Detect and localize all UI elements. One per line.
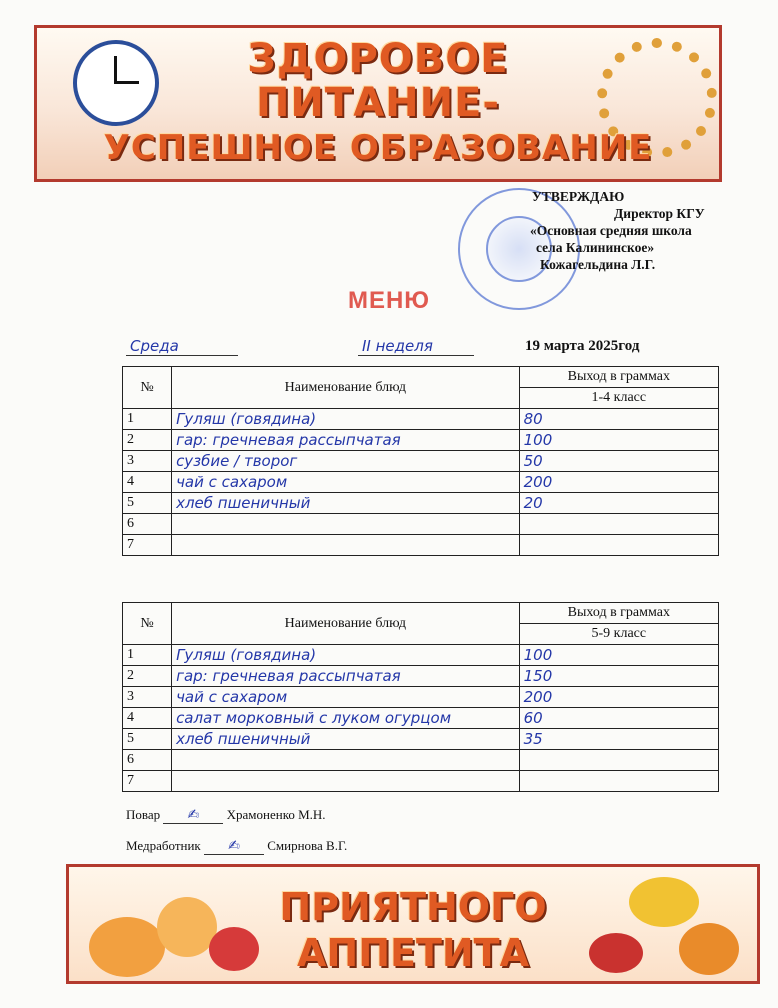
header-banner (34, 25, 722, 182)
table-row (123, 729, 719, 750)
banner-line-2: ПИТАНИЕ- (255, 80, 501, 126)
row-num: 2 (123, 666, 172, 687)
row-dish: гар: гречневая рассыпчатая (172, 430, 520, 451)
row-num: 2 (123, 430, 172, 451)
table-row (123, 514, 719, 535)
row-dish: Гуляш (говядина) (172, 409, 520, 430)
row-num: 4 (123, 472, 172, 493)
cook-label: Повар (126, 807, 161, 822)
row-grams: 200 (519, 687, 718, 708)
row-grams (519, 771, 718, 792)
row-dish (172, 750, 520, 771)
col-output-header: Выход в граммах (519, 367, 718, 388)
approval-line-4: села Калининское» (536, 240, 655, 255)
row-num: 3 (123, 687, 172, 708)
med-signature-line (126, 838, 347, 855)
week-field: II неделя (358, 337, 474, 356)
row-dish (172, 771, 520, 792)
row-num: 5 (123, 729, 172, 750)
approval-line-3: «Основная средняя школа (530, 223, 692, 238)
table-row (123, 535, 719, 556)
menu-table-1 (122, 366, 719, 556)
class-header: 5-9 класс (519, 624, 718, 645)
row-dish: салат морковный с луком огурцом (172, 708, 520, 729)
footer-banner (66, 864, 760, 984)
row-dish: сузбие / творог (172, 451, 520, 472)
row-dish: хлеб пшеничный (172, 493, 520, 514)
menu-table-2 (122, 602, 719, 792)
footer-line-1: ПРИЯТНОГО (279, 885, 547, 929)
class-header: 1-4 класс (519, 388, 718, 409)
row-num: 6 (123, 514, 172, 535)
row-num: 6 (123, 750, 172, 771)
table-row (123, 409, 719, 430)
row-grams: 200 (519, 472, 718, 493)
col-dish-header: Наименование блюд (172, 367, 520, 409)
row-num: 1 (123, 409, 172, 430)
table-row (123, 645, 719, 666)
approval-line-2: Директор КГУ (614, 206, 705, 221)
signature-icon: ✍ (204, 838, 264, 855)
day-field: Среда (126, 337, 238, 356)
cook-signature-line (126, 807, 326, 824)
med-label: Медработник (126, 838, 201, 853)
page-title: МЕНЮ (347, 287, 431, 314)
signature-icon: ✍ (163, 807, 223, 824)
date-field: 19 марта 2025год (525, 338, 640, 354)
col-num-header: № (123, 603, 172, 645)
med-name: Смирнова В.Г. (267, 838, 348, 853)
row-grams: 100 (519, 645, 718, 666)
row-num: 3 (123, 451, 172, 472)
table-row (123, 687, 719, 708)
row-num: 4 (123, 708, 172, 729)
col-output-header: Выход в граммах (519, 603, 718, 624)
cook-name: Храмоненко М.Н. (226, 807, 326, 822)
table-row (123, 493, 719, 514)
row-dish: Гуляш (говядина) (172, 645, 520, 666)
row-grams: 80 (519, 409, 718, 430)
approval-block (530, 188, 730, 273)
table-row (123, 451, 719, 472)
approval-line-1: УТВЕРЖДАЮ (532, 189, 625, 204)
row-grams: 20 (519, 493, 718, 514)
table-row (123, 666, 719, 687)
banner-line-3: УСПЕШНОЕ ОБРАЗОВАНИЕ (103, 128, 653, 168)
row-dish (172, 535, 520, 556)
row-grams: 150 (519, 666, 718, 687)
banner-line-1: ЗДОРОВОЕ (247, 36, 509, 82)
row-grams: 35 (519, 729, 718, 750)
table-row (123, 708, 719, 729)
row-dish (172, 514, 520, 535)
col-dish-header: Наименование блюд (172, 603, 520, 645)
row-dish: хлеб пшеничный (172, 729, 520, 750)
row-grams: 50 (519, 451, 718, 472)
row-dish: чай с сахаром (172, 472, 520, 493)
row-grams (519, 750, 718, 771)
footer-line-2: АППЕТИТА (296, 931, 530, 975)
table-row (123, 771, 719, 792)
table-row (123, 430, 719, 451)
col-num-header: № (123, 367, 172, 409)
row-num: 7 (123, 535, 172, 556)
table-row (123, 472, 719, 493)
row-grams (519, 535, 718, 556)
row-num: 1 (123, 645, 172, 666)
row-grams: 60 (519, 708, 718, 729)
row-grams: 100 (519, 430, 718, 451)
row-dish: гар: гречневая рассыпчатая (172, 666, 520, 687)
row-dish: чай с сахаром (172, 687, 520, 708)
row-num: 7 (123, 771, 172, 792)
approval-line-5: Кожагельдина Л.Г. (540, 257, 656, 272)
table-row (123, 750, 719, 771)
row-grams (519, 514, 718, 535)
row-num: 5 (123, 493, 172, 514)
